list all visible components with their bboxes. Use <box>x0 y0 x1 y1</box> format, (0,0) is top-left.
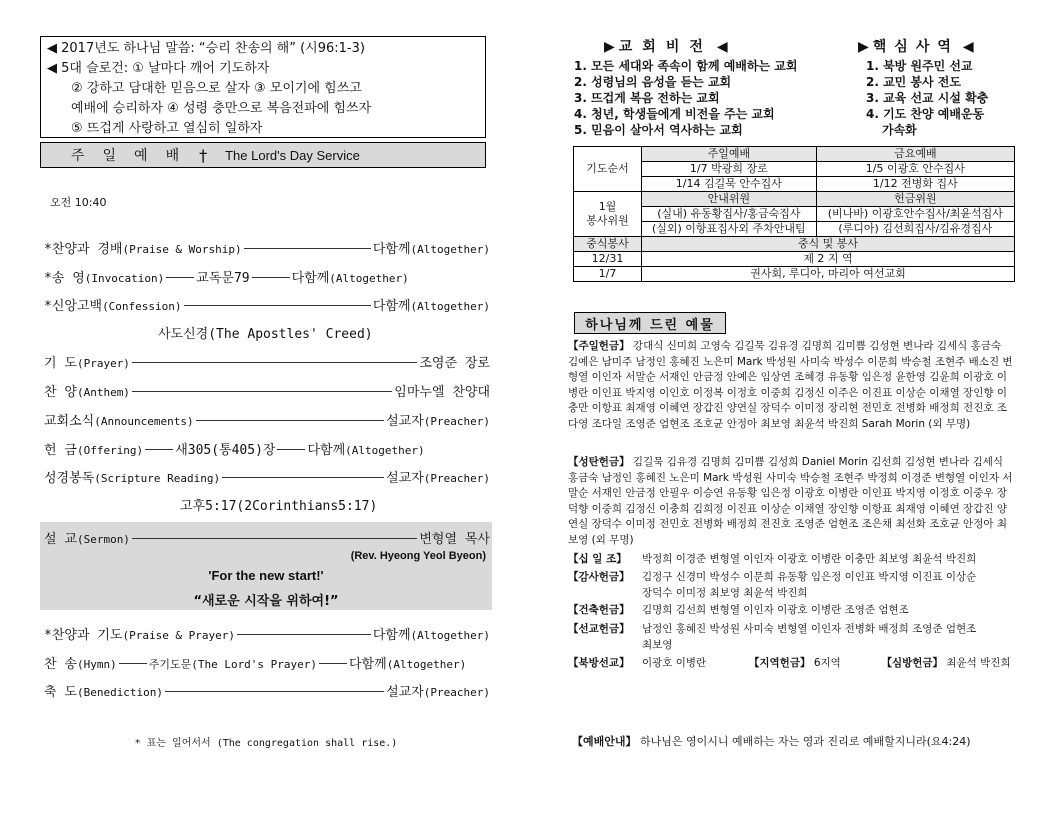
table-cell: 권사회, 루디아, 마리아 여선교회 <box>642 267 1015 282</box>
order-label-en: (Anthem) <box>76 386 130 399</box>
order-label-en: (Benediction) <box>76 686 164 699</box>
table-cell: (비나바) 이광호안수집사/최윤석집사 <box>816 207 1014 222</box>
order-detail: 주기도문(The Lord's Prayer) <box>148 658 318 671</box>
leader-dash <box>252 277 290 278</box>
usher-head: 안내위원 <box>642 192 817 207</box>
vision-item: 5. 믿음이 살아서 역사하는 교회 <box>574 123 743 137</box>
offering-committee-head: 헌금위원 <box>816 192 1014 207</box>
order-label: 교회소식 <box>44 414 95 429</box>
order-prayer <box>44 352 490 371</box>
order-leader: 설교자 <box>386 414 424 429</box>
service-time: 오전 10:40 <box>50 196 107 209</box>
order-label: *송 영 <box>44 271 85 286</box>
tithe-offering <box>568 552 1014 568</box>
sunday-offering <box>568 339 1014 432</box>
offering-names: 김길묵 김유경 김명희 김미쁨 김성희 Daniel Morin 김선희 김성현 변나라 김세식 홍금숙 남정인 홍혜진 노은미 Mark 박성원 사미숙 박승철 조현주 박정희 이경준 변형열 이인자 서말순 서재인 안금정 안필우 이승연 유동황 임은정 이광호 이병란 이인표 박지영 이정호 이중우 장덕향 이중희 김정신 이충희 김희정 이진표 이상순 이채열 장인향 이항표 최재영 이혜연 장갑진 양연실 장덕수 이미정 전민호 전병화 배정희 전진호 조영준 엄현조 조은채 최선화 조호균 안정아 최보영 (외 무명) <box>568 456 1013 546</box>
vision-item: 2. 성령님의 음성을 듣는 교회 <box>574 75 732 89</box>
order-leader-en: (Altogether) <box>386 658 467 671</box>
sunday-column-head: 주일예배 <box>642 147 817 162</box>
leader-dash <box>119 663 147 664</box>
order-label: 찬 송 <box>44 657 77 672</box>
sermon-title-english: 'For the new start!' <box>208 568 324 583</box>
prayer-order-label: 기도순서 <box>574 147 642 192</box>
order-praise <box>44 238 490 257</box>
table-cell: 1/7 <box>574 267 642 282</box>
leader-dash <box>222 477 384 478</box>
motto-box <box>40 36 486 138</box>
triangle-left-icon: ◀ <box>962 39 974 55</box>
core-list <box>866 58 988 138</box>
order-leader-en: (Altogether) <box>410 243 490 256</box>
order-label-en: (Prayer) <box>76 357 130 370</box>
serve-label: 봉사위원 <box>586 214 629 227</box>
order-leader: 설교자 <box>386 471 424 486</box>
order-invocation <box>44 267 490 286</box>
leader-dash <box>145 449 173 450</box>
order-leader-en: (Altogether) <box>329 272 409 285</box>
building-offering <box>568 603 1014 619</box>
leader-dash <box>237 634 371 635</box>
mission-offering <box>568 622 1014 653</box>
sunday-service-header <box>40 142 486 168</box>
offering-label: 【성탄헌금】 <box>568 456 630 468</box>
offering-label: 【감사헌금】 <box>568 571 630 583</box>
order-label-en: (Confession) <box>102 300 182 313</box>
order-anthem <box>44 381 490 400</box>
order-leader-en: (Altogether) <box>410 300 490 313</box>
order-label: 헌 금 <box>44 443 77 458</box>
order-detail: 새305(통405)장 <box>175 443 276 458</box>
order-praise-prayer <box>44 624 490 643</box>
duty-table <box>573 146 1015 282</box>
order-leader: 설교자 <box>386 685 424 700</box>
meal-head: 중식 및 봉사 <box>642 237 1015 252</box>
order-label: 성경봉독 <box>44 471 95 486</box>
apostles-creed: 사도신경(The Apostles' Creed) <box>158 327 373 342</box>
offering-names: 6지역 <box>813 657 841 669</box>
leader-dash <box>244 248 371 249</box>
order-leader-en: (Preacher) <box>423 686 490 699</box>
offering-names: 남정인 홍혜진 박성원 사미숙 변형열 이인자 전병화 배정희 조영준 엄현조 <box>642 623 977 635</box>
standing-footnote: * 표는 일어서서 (The congregation shall rise.) <box>134 738 398 749</box>
vision-title: 교회비전 <box>618 39 713 55</box>
order-hymn <box>44 653 490 672</box>
order-leader: 다함께 <box>307 443 346 458</box>
vision-item: 3. 뜨겁게 복음 전하는 교회 <box>574 91 720 105</box>
core-item: 3. 교육 선교 시설 확충 <box>866 91 989 105</box>
volunteer-label <box>574 192 642 237</box>
table-cell: 12/31 <box>574 252 642 267</box>
order-label-en: (Hymn) <box>76 658 117 671</box>
order-leader: 다함께 <box>349 657 387 672</box>
order-leader: 변형열 목사 <box>419 532 490 547</box>
order-label-en: (Sermon) <box>76 533 130 546</box>
order-label-en: (Scripture Reading) <box>94 472 221 485</box>
table-cell: (루디아) 김선희집사/김유경집사 <box>816 222 1014 237</box>
order-confession <box>44 295 490 314</box>
offering-label: 【선교헌금】 <box>568 623 630 635</box>
meal-label: 중식봉사 <box>574 237 642 252</box>
order-leader: 임마누엘 찬양대 <box>394 385 490 400</box>
leader-dash <box>165 691 384 692</box>
order-label-en: (Invocation) <box>84 272 165 285</box>
order-label: *찬양과 기도 <box>44 628 123 643</box>
order-label-en: (Praise & Worship) <box>122 243 242 256</box>
leader-dash <box>184 305 371 306</box>
table-cell: 1/7 박광희 장로 <box>642 162 817 177</box>
vision-item: 4. 청년, 학생들에게 비전을 주는 교회 <box>574 107 775 121</box>
order-label: 기 도 <box>44 356 77 371</box>
order-leader: 다함께 <box>372 628 411 643</box>
offering-names: 최보영 <box>642 638 673 651</box>
sermon-title-korean: “새로운 시작을 위하여!” <box>193 594 339 609</box>
vision-item: 1. 모든 세대와 족속이 함께 예배하는 교회 <box>574 59 798 73</box>
core-heading <box>858 36 974 56</box>
triangle-right-icon: ▶ <box>604 39 615 55</box>
worship-guide-text: 하나님은 영이시니 예배하는 자는 영과 진리로 예배할지니라(요4:24) <box>640 735 971 748</box>
order-leader-en: (Altogether) <box>410 629 490 642</box>
offering-label: 【북방선교】 <box>568 657 630 669</box>
leader-dash <box>132 538 417 539</box>
thanks-offering <box>568 570 1014 601</box>
leader-dash <box>132 362 417 363</box>
order-label-en: (Praise & Prayer) <box>122 629 236 642</box>
offerings-header: 하나님께 드린 예물 <box>574 312 726 334</box>
offering-names: 최윤석 박진희 <box>946 657 1011 669</box>
triangle-left-icon: ◀ <box>716 39 728 55</box>
table-cell: 1/14 김길묵 안수집사 <box>642 177 817 192</box>
order-label: 축 도 <box>44 685 77 700</box>
offering-label: 【지역헌금】 <box>748 657 811 669</box>
order-label-en: (Announcements) <box>94 415 194 428</box>
order-offering <box>44 439 490 458</box>
offering-names: 장덕수 이미정 최보영 최윤석 박진희 <box>642 586 808 599</box>
order-leader-en: (Altogether) <box>345 444 425 457</box>
order-label: *찬양과 경배 <box>44 242 123 257</box>
offering-names: 강대식 신미희 고영숙 김길묵 김유경 김명희 김미쁨 김성현 변나라 김세식 홍금숙 김예은 남미주 남정인 홍혜진 노은미 Mark 박성원 사미숙 박성수 이문희 박승철 조현주 배소진 변형열 이인자 서말순 서재인 안금정 안예은 임상연 조혜경 유동황 임은정 윤한영 김윤희 이광호 이병란 이인표 박지영 이인호 이정복 이정호 이중희 김정신 이주은 이진표 이상순 이채열 장인향 이충만 이항표 최재영 이혜연 장갑진 양연실 장덕수 이미정 장리현 전민호 전병화 배정희 전진호 조다영 조다일 조영준 엄현조 조호균 안정아 최보영 최윤석 박진희 Sarah Morin (외 무명) <box>568 340 1013 430</box>
core-item-cont: 가속화 <box>882 123 917 137</box>
order-leader-en: (Preacher) <box>423 472 490 485</box>
order-label: 찬 양 <box>44 385 77 400</box>
table-cell: (실외) 이항표집사외 주차안내팀 <box>642 222 817 237</box>
order-detail: 교독문79 <box>196 271 250 286</box>
offering-names: 김정구 신경미 박성수 이문희 유동황 임은정 이인표 박지영 이진표 이상순 <box>642 571 977 583</box>
motto-line-1: ◀ 2017년도 하나님 말씀: “승리 찬송의 해” (시96:1-3) <box>47 41 365 56</box>
offering-names: 이광호 이병란 <box>642 657 707 669</box>
core-title: 핵심사역 <box>872 39 959 55</box>
order-benediction <box>44 681 490 700</box>
offering-names: 김명희 김선희 변형열 이인자 이광호 이병란 조영준 엄현조 <box>642 604 909 616</box>
order-sermon <box>44 528 490 547</box>
motto-line-4: 예배에 승리하자 ④ 성령 충만으로 복음전파에 힘쓰자 <box>71 101 372 116</box>
leader-dash <box>166 277 194 278</box>
order-announcements <box>44 410 490 429</box>
table-cell: (실내) 유동황집사/홍금숙집사 <box>642 207 817 222</box>
leader-dash <box>277 449 305 450</box>
motto-line-3: ② 강하고 담대한 믿음으로 살자 ③ 모이기에 힘쓰고 <box>71 81 362 96</box>
order-label: *신앙고백 <box>44 299 103 314</box>
offering-label: 【건축헌금】 <box>568 604 630 616</box>
order-scripture <box>44 467 490 486</box>
core-item: 4. 기도 찬양 예배운동 <box>866 107 985 121</box>
month-label: 1월 <box>598 200 617 213</box>
offering-label: 【십 일 조】 <box>568 553 627 565</box>
sermon-preacher-english: (Rev. Hyeong Yeol Byeon) <box>350 550 486 562</box>
sunday-header-english: The Lord's Day Service <box>225 147 360 163</box>
offering-label: 【심방헌금】 <box>881 657 944 669</box>
leader-dash <box>132 391 392 392</box>
order-leader: 다함께 <box>372 242 411 257</box>
friday-column-head: 금요예배 <box>816 147 1014 162</box>
table-cell: 제 2 지 역 <box>642 252 1015 267</box>
order-label-en: (Offering) <box>76 444 144 457</box>
order-leader: 조영준 장로 <box>419 356 490 371</box>
order-leader: 다함께 <box>291 271 330 286</box>
vision-list <box>574 58 797 138</box>
offering-label: 【주일헌금】 <box>568 340 630 352</box>
offering-names: 박정희 이경준 변형열 이인자 이광호 이병란 이충만 최보영 최윤석 박진희 <box>642 553 977 565</box>
triangle-right-icon: ▶ <box>858 39 869 55</box>
motto-line-5: ⑤ 뜨겁게 사랑하고 열심히 일하자 <box>71 121 263 136</box>
christmas-offering <box>568 455 1014 548</box>
motto-line-2: ◀ 5대 슬로건: ① 날마다 깨어 기도하자 <box>47 61 270 76</box>
misc-offerings <box>568 656 1014 672</box>
order-leader: 다함께 <box>372 299 411 314</box>
sunday-header-korean: 주일예배 <box>71 148 198 164</box>
scripture-reference: 고후5:17(2Corinthians5:17) <box>180 499 378 514</box>
leader-dash <box>196 420 385 421</box>
core-item: 2. 교민 봉사 전도 <box>866 75 961 89</box>
core-item: 1. 북방 원주민 선교 <box>866 59 973 73</box>
table-cell: 1/5 이광호 안수집사 <box>816 162 1014 177</box>
worship-guide <box>572 733 971 749</box>
vision-heading <box>604 36 728 56</box>
worship-guide-label: 【예배안내】 <box>572 735 637 748</box>
leader-dash <box>319 663 347 664</box>
order-leader-en: (Preacher) <box>423 415 490 428</box>
table-cell: 1/12 전병화 집사 <box>816 177 1014 192</box>
order-label: 설 교 <box>44 532 77 547</box>
cross-icon: † <box>199 145 208 165</box>
